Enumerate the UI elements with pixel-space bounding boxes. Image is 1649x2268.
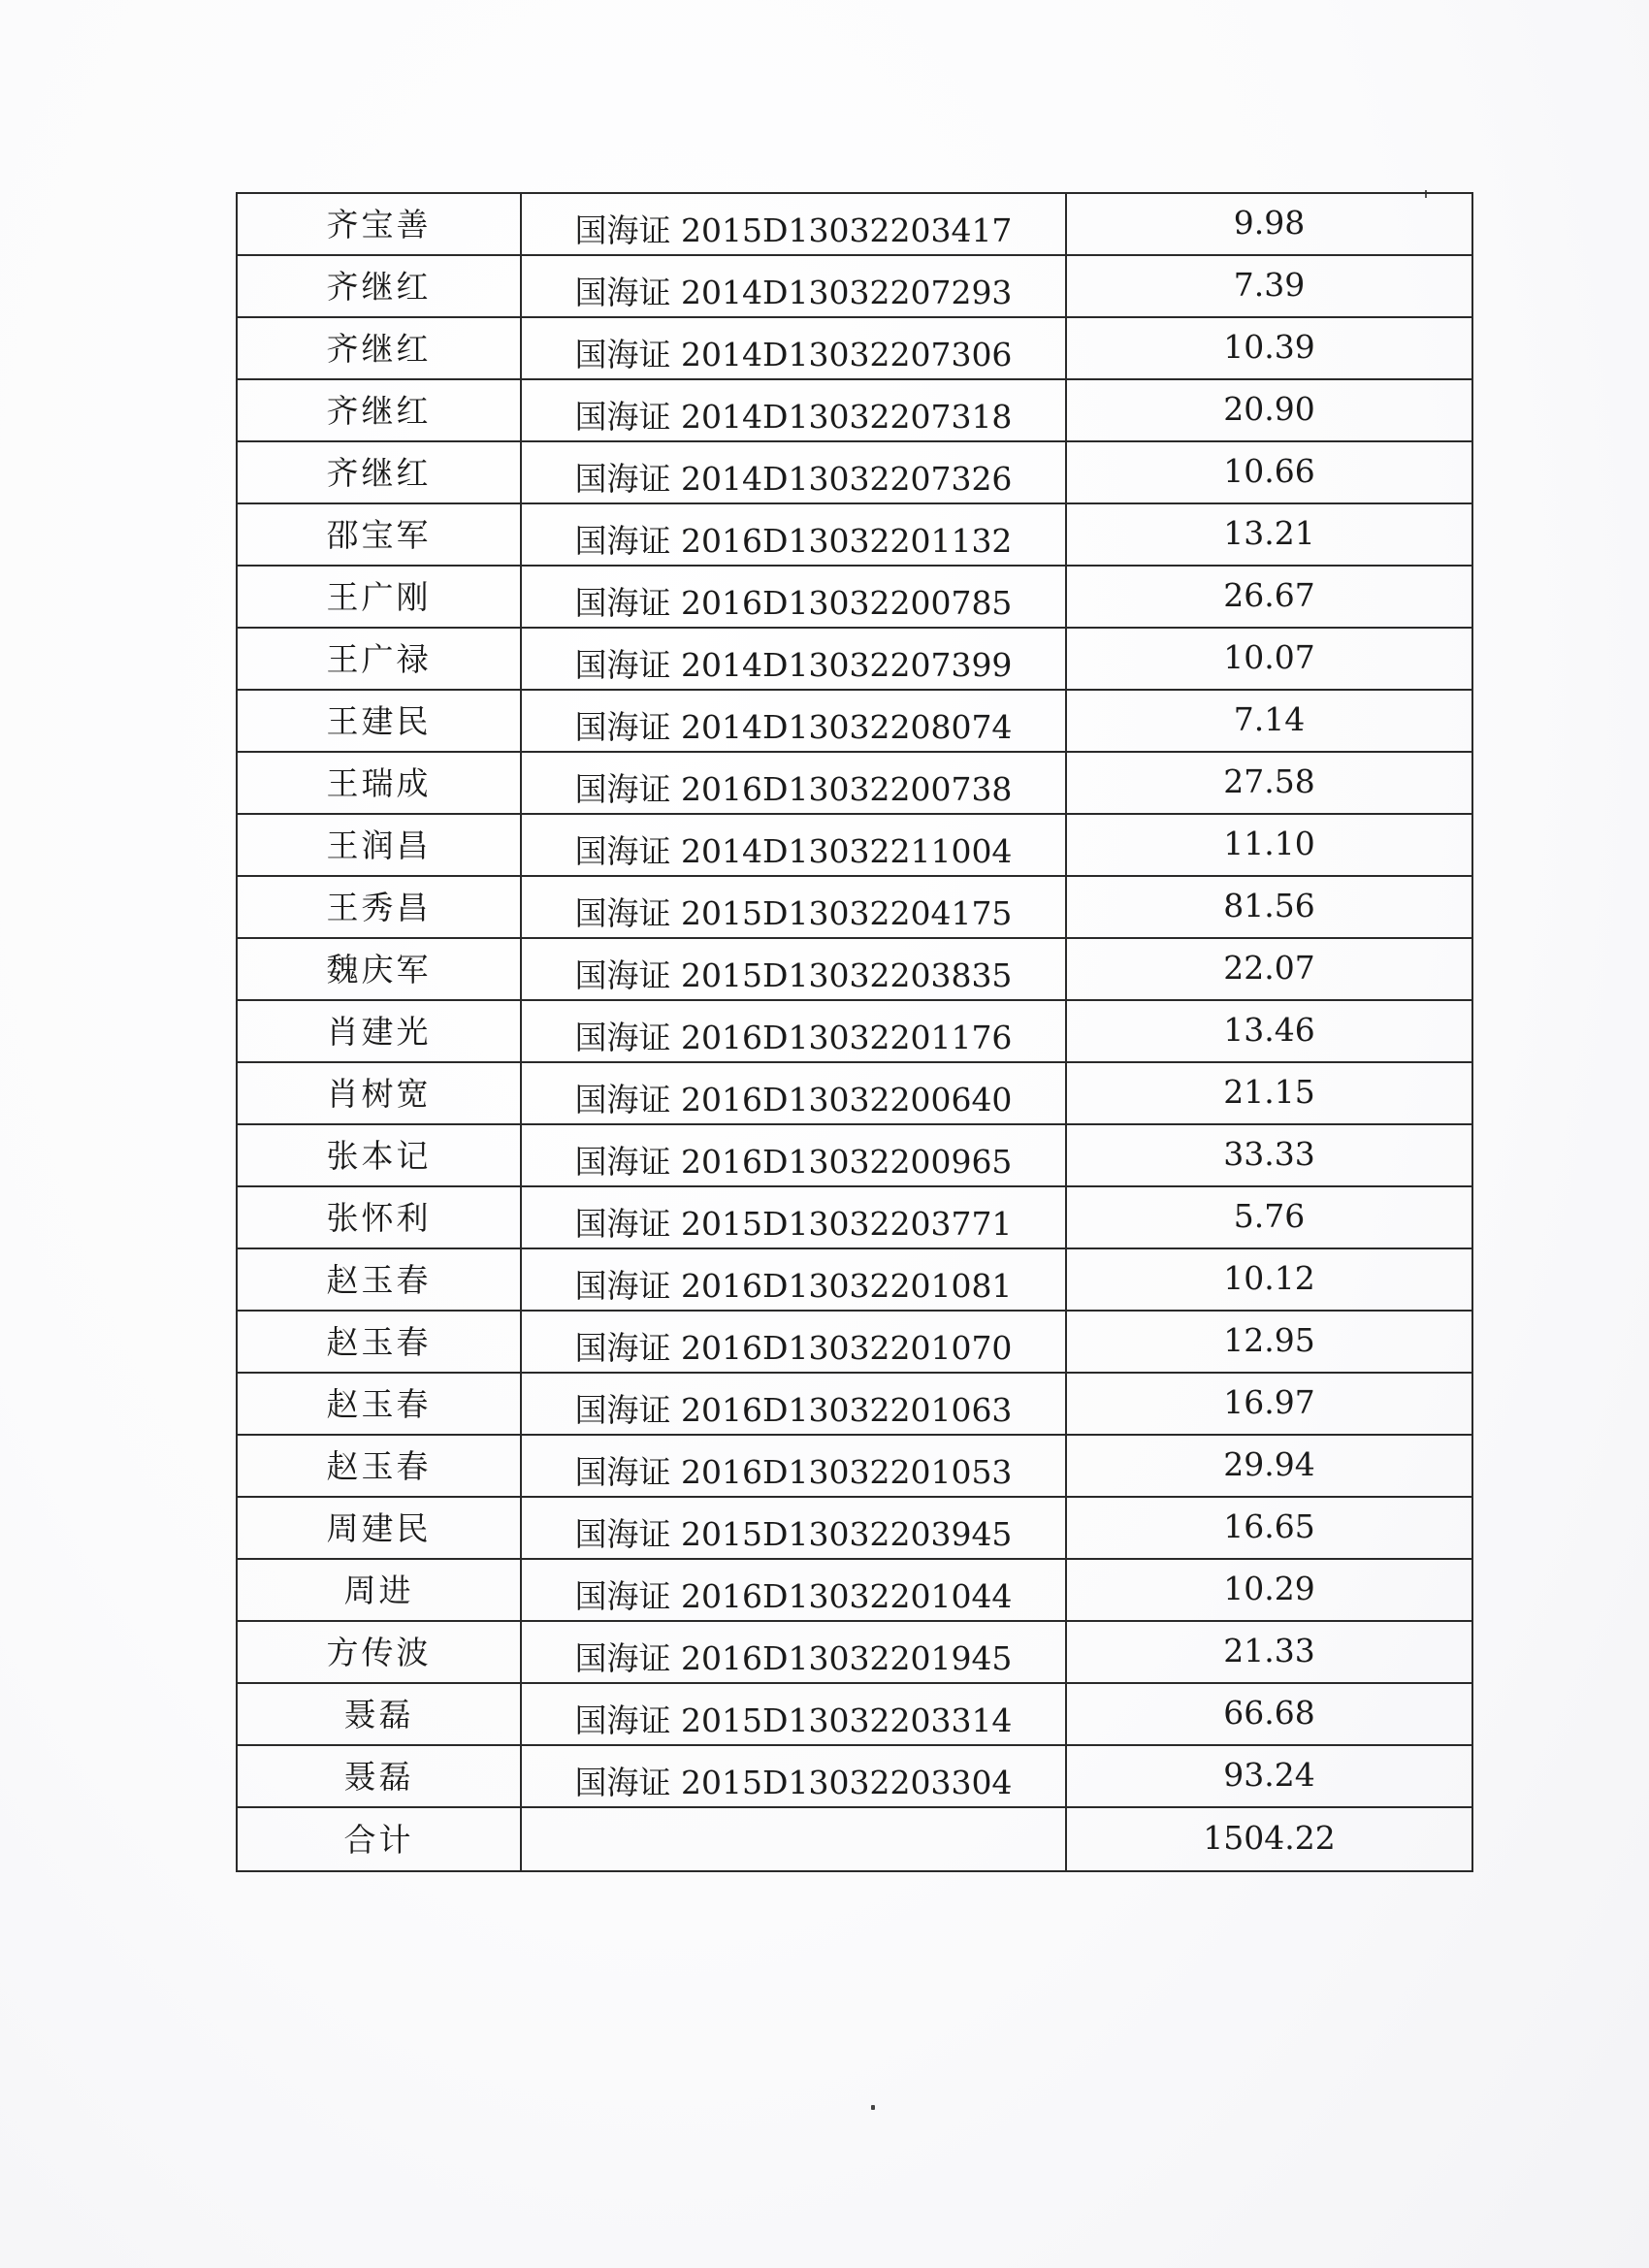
certificate-number: 国海证 2016D13032201063 bbox=[574, 1390, 1013, 1429]
table-row bbox=[237, 566, 1472, 628]
amount-value: 10.29 bbox=[1223, 1569, 1315, 1607]
table-row bbox=[237, 317, 1472, 379]
certificate-number-cell bbox=[521, 814, 1066, 876]
amount-value: 13.46 bbox=[1223, 1010, 1315, 1049]
total-cert-cell bbox=[521, 1807, 1066, 1871]
certificate-number-cell bbox=[521, 379, 1066, 441]
table-row bbox=[237, 1311, 1472, 1373]
certificate-number: 国海证 2016D13032200640 bbox=[574, 1080, 1013, 1118]
table-row bbox=[237, 193, 1472, 255]
amount-value: 16.65 bbox=[1223, 1507, 1315, 1545]
amount-cell bbox=[1066, 938, 1472, 1000]
certificate-number-cell bbox=[521, 1000, 1066, 1062]
holder-name-cell: 王广禄 bbox=[237, 628, 521, 690]
holder-name-cell: 王瑞成 bbox=[237, 752, 521, 814]
certificate-number-cell bbox=[521, 876, 1066, 938]
certificate-number: 国海证 2015D13032203304 bbox=[574, 1763, 1013, 1801]
certificate-number: 国海证 2014D13032207399 bbox=[574, 645, 1013, 684]
amount-cell bbox=[1066, 1000, 1472, 1062]
amount-cell bbox=[1066, 1062, 1472, 1124]
certificate-number: 国海证 2016D13032201053 bbox=[574, 1452, 1013, 1491]
table-row bbox=[237, 503, 1472, 566]
holder-name-cell: 齐继红 bbox=[237, 379, 521, 441]
amount-value: 33.33 bbox=[1223, 1134, 1315, 1173]
amount-cell bbox=[1066, 441, 1472, 503]
amount-cell bbox=[1066, 1248, 1472, 1311]
certificate-number-cell bbox=[521, 1186, 1066, 1248]
holder-name-cell: 赵玉春 bbox=[237, 1373, 521, 1435]
certificate-number: 国海证 2014D13032207326 bbox=[574, 459, 1013, 498]
certificate-number: 国海证 2014D13032207293 bbox=[574, 273, 1013, 311]
amount-value: 66.68 bbox=[1223, 1693, 1315, 1732]
table-row bbox=[237, 1062, 1472, 1124]
table-row bbox=[237, 379, 1472, 441]
amount-value: 7.14 bbox=[1233, 699, 1306, 738]
certificate-number: 国海证 2016D13032201081 bbox=[574, 1266, 1013, 1305]
certificate-number-cell bbox=[521, 1124, 1066, 1186]
certificate-number-cell bbox=[521, 752, 1066, 814]
certificate-number-cell bbox=[521, 1559, 1066, 1621]
total-row bbox=[237, 1807, 1472, 1871]
amount-cell bbox=[1066, 1186, 1472, 1248]
certificate-table bbox=[236, 192, 1473, 1872]
holder-name-cell: 赵玉春 bbox=[237, 1311, 521, 1373]
amount-value: 10.07 bbox=[1223, 637, 1315, 676]
amount-value: 20.90 bbox=[1223, 389, 1315, 428]
table-row bbox=[237, 752, 1472, 814]
table-row bbox=[237, 1497, 1472, 1559]
table-row bbox=[237, 1559, 1472, 1621]
amount-cell bbox=[1066, 1311, 1472, 1373]
certificate-number-cell bbox=[521, 1745, 1066, 1807]
certificate-number-cell bbox=[521, 255, 1066, 317]
holder-name-cell: 齐继红 bbox=[237, 317, 521, 379]
holder-name-cell: 张怀利 bbox=[237, 1186, 521, 1248]
holder-name-cell: 赵玉春 bbox=[237, 1248, 521, 1311]
amount-cell bbox=[1066, 1497, 1472, 1559]
table-row bbox=[237, 1745, 1472, 1807]
table-row bbox=[237, 1124, 1472, 1186]
table-row bbox=[237, 690, 1472, 752]
certificate-number: 国海证 2016D13032200738 bbox=[574, 769, 1013, 808]
certificate-number-cell bbox=[521, 1435, 1066, 1497]
certificate-number-cell bbox=[521, 441, 1066, 503]
holder-name-cell: 邵宝军 bbox=[237, 503, 521, 566]
amount-value: 10.66 bbox=[1223, 451, 1315, 490]
certificate-number-cell bbox=[521, 566, 1066, 628]
holder-name-cell: 王建民 bbox=[237, 690, 521, 752]
total-amount-text: 1504.22 bbox=[1203, 1818, 1336, 1857]
certificate-number: 国海证 2014D13032207318 bbox=[574, 397, 1013, 436]
amount-value: 7.39 bbox=[1233, 265, 1306, 304]
certificate-number: 国海证 2015D13032203771 bbox=[574, 1204, 1013, 1243]
amount-value: 81.56 bbox=[1223, 886, 1315, 924]
amount-cell bbox=[1066, 1559, 1472, 1621]
amount-cell bbox=[1066, 752, 1472, 814]
certificate-number-cell bbox=[521, 503, 1066, 566]
table-row bbox=[237, 1683, 1472, 1745]
amount-cell bbox=[1066, 503, 1472, 566]
amount-value: 9.98 bbox=[1233, 203, 1306, 242]
amount-value: 12.95 bbox=[1223, 1320, 1315, 1359]
amount-value: 22.07 bbox=[1223, 948, 1315, 987]
certificate-number-cell bbox=[521, 193, 1066, 255]
certificate-number-cell bbox=[521, 938, 1066, 1000]
holder-name-cell: 聂磊 bbox=[237, 1745, 521, 1807]
table-row bbox=[237, 255, 1472, 317]
amount-value: 5.76 bbox=[1233, 1196, 1306, 1235]
amount-value: 13.21 bbox=[1223, 513, 1315, 552]
amount-cell bbox=[1066, 193, 1472, 255]
certificate-number: 国海证 2015D13032204175 bbox=[574, 893, 1013, 932]
holder-name-cell: 王广刚 bbox=[237, 566, 521, 628]
certificate-number: 国海证 2016D13032201044 bbox=[574, 1576, 1013, 1615]
certificate-number: 国海证 2016D13032200965 bbox=[574, 1142, 1013, 1181]
certificate-number: 国海证 2016D13032201945 bbox=[574, 1638, 1013, 1677]
certificate-number-cell bbox=[521, 1621, 1066, 1683]
amount-cell bbox=[1066, 566, 1472, 628]
amount-value: 21.33 bbox=[1223, 1631, 1315, 1669]
amount-cell bbox=[1066, 1435, 1472, 1497]
certificate-number: 国海证 2016D13032201132 bbox=[574, 521, 1013, 560]
amount-cell bbox=[1066, 1621, 1472, 1683]
amount-value: 21.15 bbox=[1223, 1072, 1315, 1111]
table-body bbox=[237, 193, 1472, 1807]
amount-value: 16.97 bbox=[1223, 1382, 1315, 1421]
table-row bbox=[237, 1373, 1472, 1435]
amount-value: 93.24 bbox=[1223, 1755, 1315, 1794]
holder-name-cell: 齐继红 bbox=[237, 255, 521, 317]
table-row bbox=[237, 1000, 1472, 1062]
amount-cell bbox=[1066, 1745, 1472, 1807]
certificate-number: 国海证 2014D13032211004 bbox=[574, 831, 1013, 870]
holder-name-cell: 王润昌 bbox=[237, 814, 521, 876]
table-row bbox=[237, 441, 1472, 503]
certificate-number: 国海证 2015D13032203314 bbox=[574, 1701, 1013, 1739]
certificate-number-cell bbox=[521, 1062, 1066, 1124]
amount-value: 27.58 bbox=[1223, 761, 1315, 800]
certificate-number-cell bbox=[521, 628, 1066, 690]
amount-cell bbox=[1066, 379, 1472, 441]
total-amount bbox=[1066, 1807, 1472, 1871]
amount-cell bbox=[1066, 628, 1472, 690]
amount-value: 10.39 bbox=[1223, 327, 1315, 366]
certificate-number: 国海证 2015D13032203945 bbox=[574, 1514, 1013, 1553]
total-label: 合计 bbox=[237, 1807, 521, 1871]
holder-name-cell: 周进 bbox=[237, 1559, 521, 1621]
holder-name-cell: 王秀昌 bbox=[237, 876, 521, 938]
holder-name-cell: 聂磊 bbox=[237, 1683, 521, 1745]
holder-name-cell: 张本记 bbox=[237, 1124, 521, 1186]
certificate-number: 国海证 2015D13032203417 bbox=[574, 211, 1013, 249]
holder-name-cell: 齐继红 bbox=[237, 441, 521, 503]
certificate-number-cell bbox=[521, 1311, 1066, 1373]
certificate-number-cell bbox=[521, 317, 1066, 379]
amount-cell bbox=[1066, 690, 1472, 752]
table-row bbox=[237, 1435, 1472, 1497]
amount-value: 29.94 bbox=[1223, 1444, 1315, 1483]
amount-cell bbox=[1066, 255, 1472, 317]
amount-cell bbox=[1066, 1683, 1472, 1745]
holder-name-cell: 肖建光 bbox=[237, 1000, 521, 1062]
holder-name-cell: 方传波 bbox=[237, 1621, 521, 1683]
table-row bbox=[237, 1248, 1472, 1311]
table-row bbox=[237, 938, 1472, 1000]
amount-cell bbox=[1066, 1373, 1472, 1435]
table-row bbox=[237, 1186, 1472, 1248]
table-row bbox=[237, 876, 1472, 938]
table-row bbox=[237, 814, 1472, 876]
holder-name-cell: 魏庆军 bbox=[237, 938, 521, 1000]
holder-name-cell: 周建民 bbox=[237, 1497, 521, 1559]
scan-speck bbox=[871, 2105, 875, 2110]
certificate-number: 国海证 2016D13032201176 bbox=[574, 1018, 1013, 1056]
amount-value: 26.67 bbox=[1223, 575, 1315, 614]
certificate-number-cell bbox=[521, 1683, 1066, 1745]
certificate-number-cell bbox=[521, 1373, 1066, 1435]
certificate-number: 国海证 2014D13032207306 bbox=[574, 335, 1013, 373]
amount-cell bbox=[1066, 876, 1472, 938]
certificate-number-cell bbox=[521, 1248, 1066, 1311]
certificate-number-cell bbox=[521, 1497, 1066, 1559]
certificate-number: 国海证 2015D13032203835 bbox=[574, 956, 1013, 994]
holder-name-cell: 赵玉春 bbox=[237, 1435, 521, 1497]
table-row bbox=[237, 628, 1472, 690]
amount-value: 10.12 bbox=[1223, 1258, 1315, 1297]
holder-name-cell: 齐宝善 bbox=[237, 193, 521, 255]
certificate-number: 国海证 2016D13032201070 bbox=[574, 1328, 1013, 1367]
amount-cell bbox=[1066, 814, 1472, 876]
holder-name-cell: 肖树宽 bbox=[237, 1062, 521, 1124]
certificate-number: 国海证 2016D13032200785 bbox=[574, 583, 1013, 622]
certificate-number-cell bbox=[521, 690, 1066, 752]
table-row bbox=[237, 1621, 1472, 1683]
amount-cell bbox=[1066, 1124, 1472, 1186]
certificate-number: 国海证 2014D13032208074 bbox=[574, 707, 1013, 746]
amount-value: 11.10 bbox=[1223, 824, 1315, 862]
amount-cell bbox=[1066, 317, 1472, 379]
